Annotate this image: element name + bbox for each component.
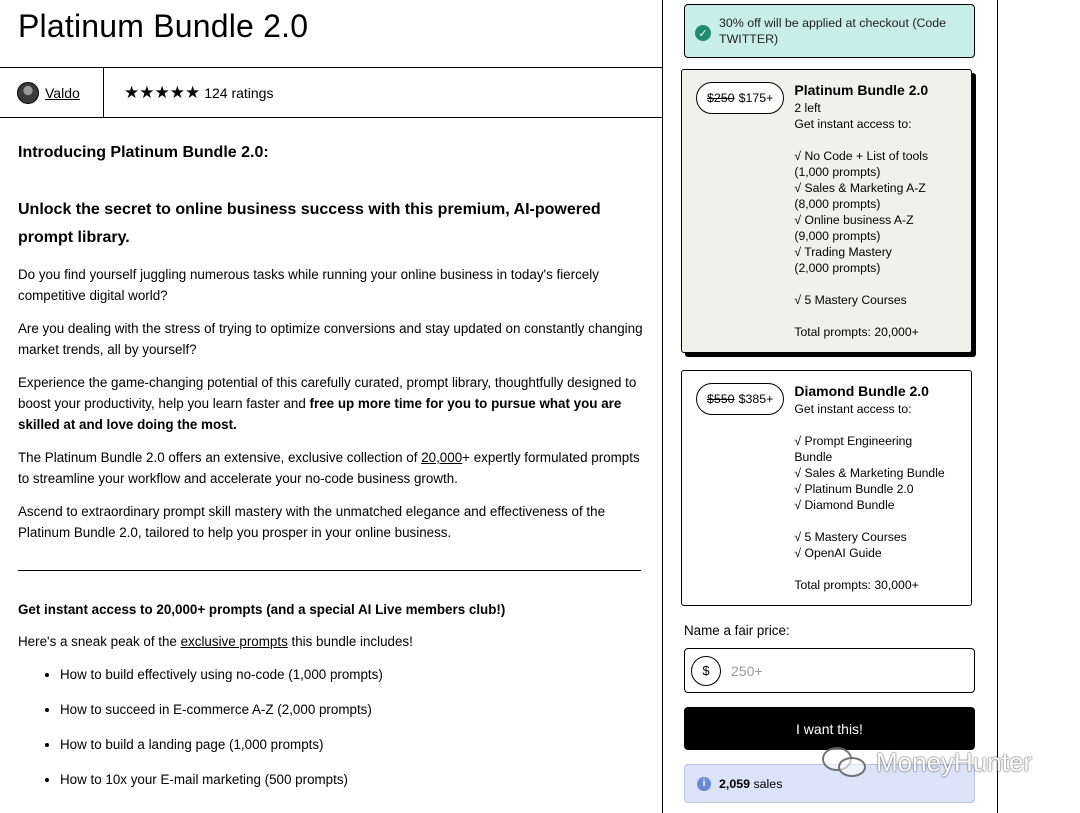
access-label: Get instant access to: (794, 117, 912, 131)
stock-left: 2 left (794, 101, 821, 115)
paragraph: Are you dealing with the stress of trying to optimize conversions and stay updated on constantly changing market trends, all by yourself? (18, 321, 643, 357)
tier-feature: √ Sales & Marketing Bundle (794, 466, 945, 480)
exclusive-prompts-link[interactable]: exclusive prompts (180, 634, 288, 649)
tier-total: Total prompts: 30,000+ (794, 578, 919, 592)
intro-heading: Introducing Platinum Bundle 2.0: (18, 144, 269, 161)
access-heading: Get instant access to 20,000+ prompts (and a special AI Live members club!) (18, 602, 506, 617)
info-icon: i (697, 777, 711, 791)
list-item: • How to build a landing page (1,000 prompts) (60, 735, 643, 755)
price-label: Name a fair price: (684, 623, 790, 638)
rating (104, 68, 273, 117)
sales-label: sales (750, 776, 783, 791)
tier-name: Diamond Bundle 2.0 (794, 383, 929, 399)
paragraph-text: The Platinum Bundle 2.0 offers an extensive, exclusive collection of (18, 450, 422, 465)
dollar-icon: $ (691, 656, 721, 686)
tier-feature: √ 5 Mastery Courses (794, 293, 907, 307)
paragraph-text: this bundle includes! (287, 634, 413, 649)
sale-price: $385+ (738, 392, 774, 406)
original-price: $250 (707, 91, 735, 105)
avatar[interactable] (17, 82, 39, 104)
sneak-peek-text (18, 632, 643, 652)
tier-details (794, 383, 944, 593)
paragraph-text: Here's a sneak peak of the (18, 634, 181, 649)
tier-feature: (2,000 prompts) (794, 261, 881, 275)
tier-feature: (8,000 prompts) (794, 197, 881, 211)
product-title: Platinum Bundle 2.0 (18, 8, 309, 44)
divider (18, 570, 641, 571)
discount-text: 30% off will be applied at checkout (Code TWITTER) (719, 16, 947, 46)
paragraph: Ascend to extraordinary prompt skill mastery with the unmatched elegance and effectiveness of the Platinum Bundle 2.0, tailored to help you prosper in your online business. (18, 504, 606, 540)
tier-feature: (1,000 prompts) (794, 165, 881, 179)
sale-price: $175+ (738, 91, 774, 105)
tier-feature: √ Prompt Engineering (794, 434, 913, 448)
creator[interactable] (0, 68, 104, 117)
original-price: $550 (707, 392, 735, 406)
access-label: Get instant access to: (794, 402, 912, 416)
list-item: • How to 10x your E-mail marketing (500 prompts) (60, 770, 643, 790)
product-meta-row (0, 67, 663, 118)
watermark (820, 745, 1032, 779)
tier-feature: √ Diamond Bundle (794, 498, 895, 512)
price-pill (696, 383, 784, 415)
tier-option-diamond[interactable] (681, 370, 972, 606)
tier-details (794, 82, 928, 340)
tier-feature: √ 5 Mastery Courses (794, 530, 907, 544)
paragraph: Do you find yourself juggling numerous tasks while running your online business in today's fiercely competitive digital world? (18, 267, 599, 303)
list-item: • How to succeed in E-commerce A-Z (2,000 prompts) (60, 700, 643, 720)
prompt-list (18, 665, 643, 790)
description-body (18, 118, 643, 805)
sales-text (719, 777, 782, 791)
list-item: • How to build effectively using no-code (1,000 prompts) (60, 665, 643, 685)
rating-count: 124 ratings (204, 84, 274, 101)
tier-feature: √ Trading Mastery (794, 245, 892, 259)
prompt-count-link[interactable]: 20,000 (421, 450, 463, 465)
tier-name: Platinum Bundle 2.0 (794, 82, 929, 98)
purchase-column (663, 0, 998, 813)
price-input-wrapper[interactable] (684, 648, 975, 693)
paragraph (18, 372, 643, 435)
tier-feature: √ Online business A-Z (794, 213, 914, 227)
creator-link[interactable]: Valdo (45, 84, 80, 101)
tier-total: Total prompts: 20,000+ (794, 325, 919, 339)
tier-feature: Bundle (794, 450, 833, 464)
paragraph-bold-text: free up more time for you to pursue what you are skilled at and love doing the most. (18, 396, 622, 432)
paragraph (18, 447, 643, 489)
tier-option-platinum[interactable] (681, 69, 972, 353)
paragraph-text: + expertly formulated prompts to streamline your workflow and accelerate your no-code business growth. (18, 450, 640, 486)
tier-feature: (9,000 prompts) (794, 229, 881, 243)
sales-count: 2,059 (719, 776, 751, 791)
price-pill (696, 82, 784, 114)
wechat-icon (820, 745, 870, 779)
discount-banner (684, 4, 975, 58)
watermark-text: MoneyHunter (876, 746, 1033, 777)
paragraph-text: Experience the game-changing potential of this carefully curated, prompt library, thoughtfully designed to boost your productivity, help you learn faster and (18, 375, 637, 411)
check-circle-icon: ✓ (695, 25, 711, 41)
price-input[interactable] (731, 663, 931, 679)
sub-heading: Unlock the secret to online business success with this premium, AI-powered prompt library. (18, 201, 601, 246)
tier-feature: √ No Code + List of tools (794, 149, 929, 163)
tier-feature: √ Platinum Bundle 2.0 (794, 482, 914, 496)
tier-feature: √ Sales & Marketing A-Z (794, 181, 926, 195)
star-rating-icons: ★★★★★ (124, 83, 201, 102)
buy-button[interactable]: I want this! (684, 707, 975, 750)
tier-feature: √ OpenAI Guide (794, 546, 882, 560)
